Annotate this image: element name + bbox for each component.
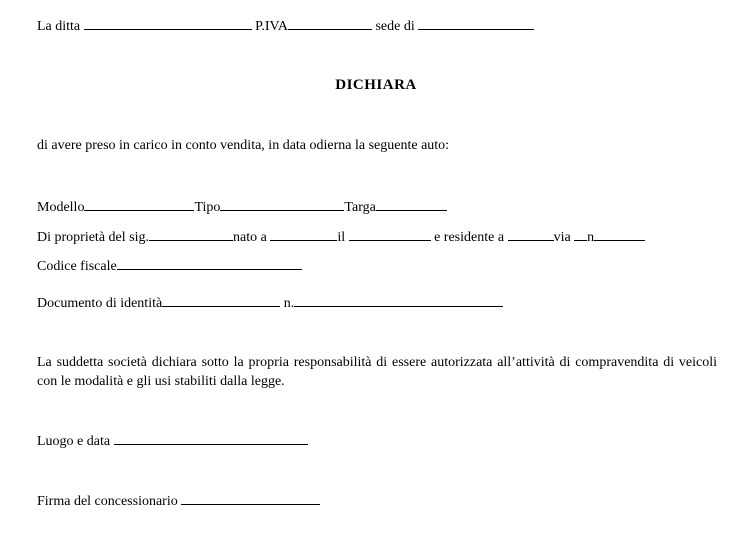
vat-label: P.IVA — [255, 19, 288, 34]
birthdate-field[interactable] — [349, 227, 431, 241]
owner-label: Di proprietà del sig. — [37, 230, 149, 245]
statement-paragraph: La suddetta società dichiara sotto la propria responsabilità di essere autorizzata all’attività di compravendita di veicoli con le modalità e gli usi stabiliti dalla legge. — [37, 355, 717, 389]
owner-line — [37, 227, 645, 247]
on-label: il — [337, 230, 346, 245]
type-label: Tipo — [194, 200, 221, 215]
company-line — [37, 16, 534, 36]
company-label: La ditta — [37, 19, 81, 34]
intro-text: di avere preso in carico in conto vendita, in data odierna la seguente auto: — [37, 138, 450, 153]
id-number-label: n. — [283, 296, 295, 311]
id-number-field[interactable] — [294, 293, 503, 307]
signature-line — [37, 491, 320, 511]
born-label: nato a — [232, 230, 267, 245]
plate-field[interactable] — [376, 197, 447, 211]
document-title: DICHIARA — [335, 77, 417, 93]
signature-field[interactable] — [181, 491, 320, 505]
seat-label: sede di — [375, 19, 415, 34]
tax-code-label: Codice fiscale — [37, 259, 117, 274]
street-number-field[interactable] — [594, 227, 645, 241]
company-name-field[interactable] — [84, 16, 252, 30]
seat-field[interactable] — [418, 16, 534, 30]
id-document-field[interactable] — [162, 293, 280, 307]
place-date-label: Luogo e data — [37, 434, 111, 449]
street-field[interactable] — [574, 227, 587, 241]
vehicle-line — [37, 197, 447, 217]
residence-field[interactable] — [508, 227, 554, 241]
model-label: Modello — [37, 200, 85, 215]
type-field[interactable] — [220, 197, 344, 211]
place-date-line — [37, 431, 308, 451]
plate-label: Targa — [344, 200, 376, 215]
tax-code-field[interactable] — [117, 256, 302, 270]
id-document-label: Documento di identità — [37, 296, 163, 311]
resident-label: e residente a — [434, 230, 505, 245]
street-label: via — [553, 230, 571, 245]
number-label: n — [587, 230, 595, 245]
signature-label: Firma del concessionario — [37, 494, 178, 509]
place-date-field[interactable] — [114, 431, 308, 445]
tax-code-line — [37, 256, 302, 276]
owner-field[interactable] — [149, 227, 233, 241]
vat-field[interactable] — [288, 16, 372, 30]
model-field[interactable] — [84, 197, 194, 211]
birthplace-field[interactable] — [270, 227, 337, 241]
identity-line — [37, 293, 503, 313]
